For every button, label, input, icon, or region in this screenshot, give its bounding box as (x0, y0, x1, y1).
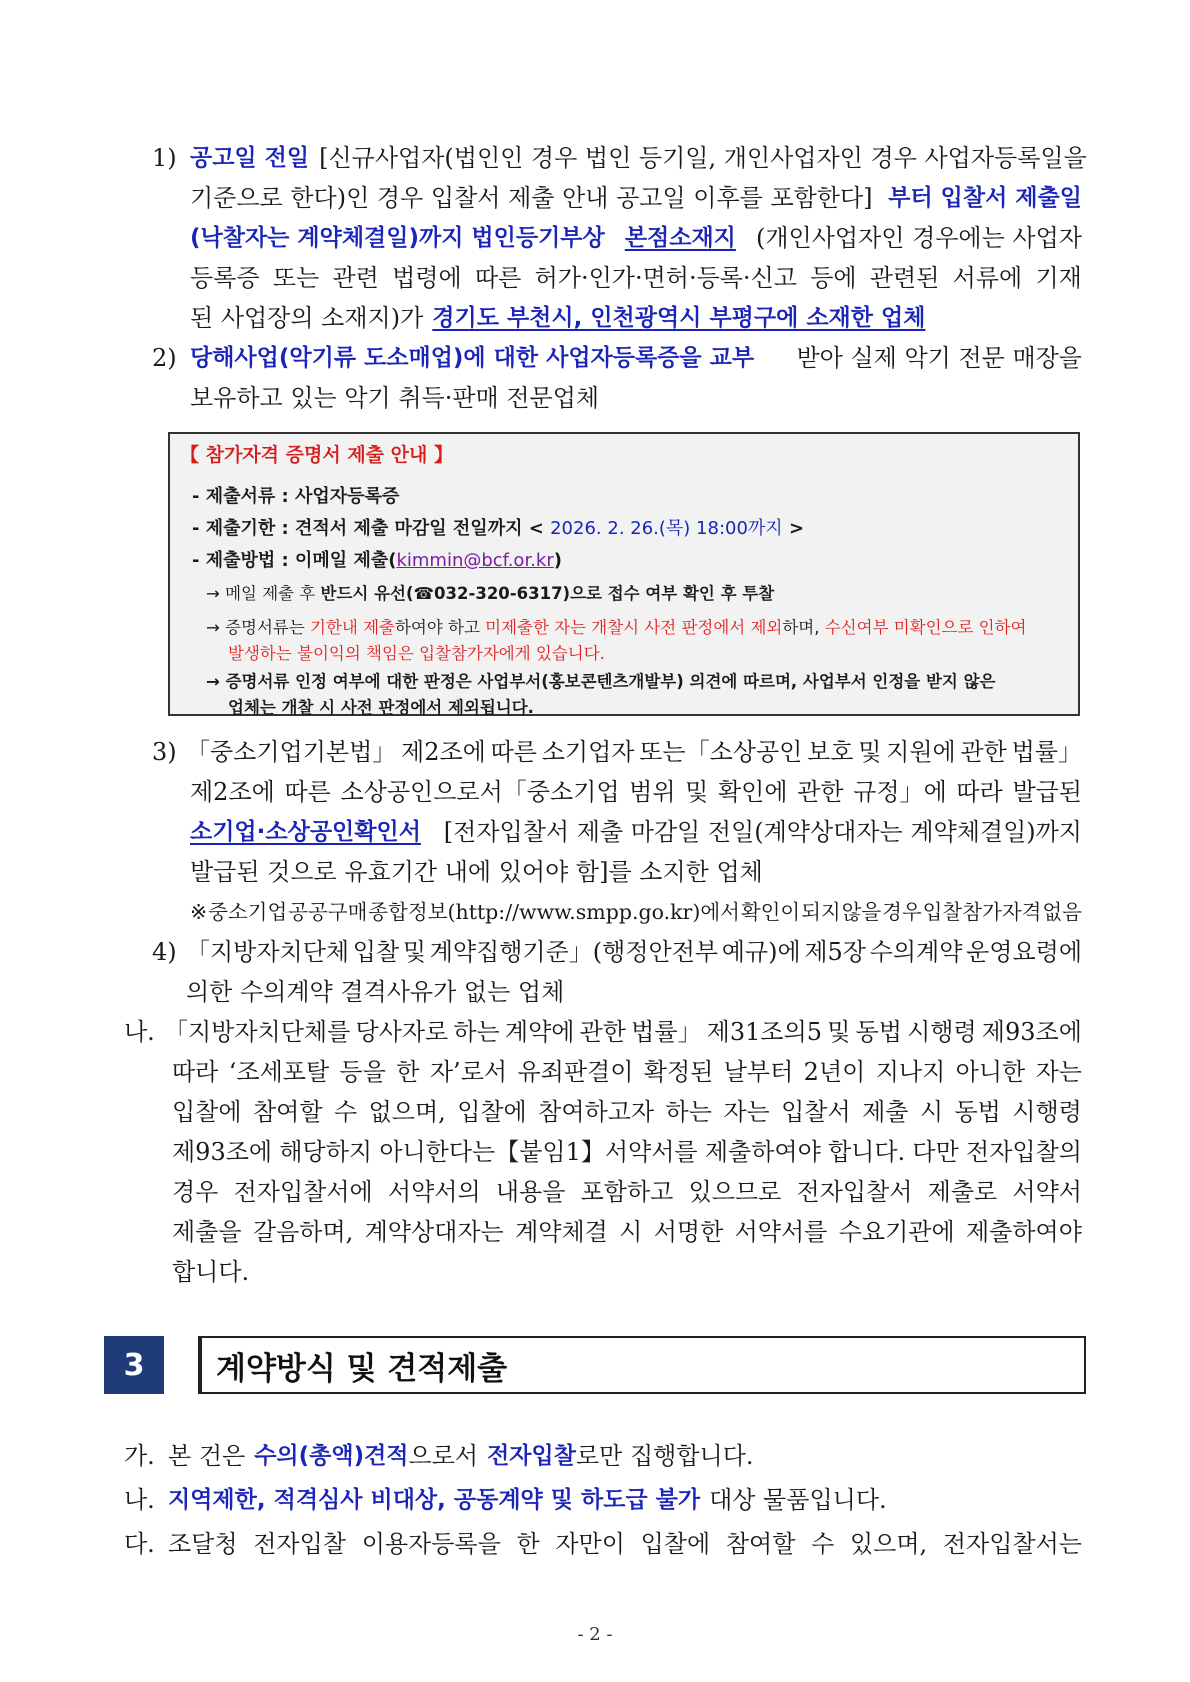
word: 또는 (272, 264, 320, 292)
word: 아니한 (955, 1058, 1026, 1086)
word: 계약에 (504, 1018, 575, 1046)
word: 제93조에 (981, 1018, 1082, 1046)
deadline-end: > (788, 518, 805, 539)
email-link[interactable]: kimmin@bcf.or.kr (396, 550, 554, 571)
word: 경우 (172, 1178, 219, 1206)
word: 수 (333, 1098, 358, 1126)
highlight-underlined-text: 경기도 부천시, 인천광역시 부평구에 소재한 업체 (432, 305, 926, 331)
text-run: 하여야 하고 (394, 618, 480, 637)
word: 서명한 (653, 1218, 724, 1246)
text-run: 본 건은 (168, 1442, 246, 1470)
highlight-text: (낙찰자는 계약체결일)까지 법인등기부상 (190, 225, 605, 251)
word: 소기업자 (541, 738, 635, 766)
text-line (186, 972, 1082, 1012)
text-run: 하며, (782, 618, 820, 637)
paragraph-ga (168, 1436, 1082, 1476)
word: 등록증 (190, 264, 260, 292)
word: 지나지 (875, 1058, 946, 1086)
word: 서류에 (952, 264, 1023, 292)
word: 관한 (579, 1018, 626, 1046)
word: 유죄판결이 (517, 1058, 634, 1086)
word: 동법 (954, 1098, 1001, 1126)
qualification-item-3 (186, 732, 1082, 932)
word: 수의계약 (869, 938, 963, 966)
word: 지원에 (886, 738, 956, 766)
qualification-item-1 (190, 138, 1087, 338)
text-run: [신규사업자(법인인 경우 법인 등기일, 개인사업자인 경우 사업자등록일을 (319, 144, 1087, 172)
text-run: (개인사업자인 경우에는 사업자 (755, 224, 1082, 252)
word: 관한 (960, 738, 1007, 766)
text-line (164, 1052, 1082, 1092)
highlight-text: 당해사업(악기류 도소매업)에 대한 사업자등록증을 교부 (190, 345, 755, 371)
word: 참여할 (725, 1530, 796, 1558)
word: 입찰 (352, 938, 400, 966)
word: 확정된 (643, 1058, 714, 1086)
word: 법률」 (631, 1018, 702, 1046)
word: 합니다. (828, 1138, 906, 1166)
paragraph-marker: 나. (124, 1486, 155, 1514)
word: 허가·인가·면허·등록·신고 (534, 264, 797, 292)
section-number: 3 (104, 1336, 164, 1394)
word: 제5장 (804, 938, 866, 966)
qualification-item-4 (186, 932, 1082, 1012)
word: 갈음하며, (252, 1218, 354, 1246)
highlight-text: 지역제한, 적격심사 비대상, 공동계약 및 하도급 불가 (168, 1487, 701, 1513)
notice-arrow-1 (206, 580, 774, 604)
notice-box (168, 432, 1080, 716)
red-text: 수신여부 미확인으로 인하여 (824, 618, 1027, 637)
word: 자만이 (555, 1530, 625, 1558)
word: 계약체결 (515, 1218, 608, 1246)
word: 있으며, (849, 1530, 928, 1558)
bold-text: 반드시 유선(☎032-320-6317)으로 접수 여부 확인 후 투찰 (320, 584, 775, 603)
text-line (186, 772, 1082, 812)
text-line (164, 1092, 1082, 1132)
highlight-text: 부터 입찰서 제출일 (888, 185, 1082, 211)
word: 입찰에 (457, 1098, 527, 1126)
qualification-item-2 (190, 338, 1082, 418)
text-line (164, 1012, 1082, 1052)
red-text: 미제출한 자는 개찰시 사전 판정에서 제외 (485, 618, 783, 637)
word: 및 (827, 1018, 851, 1046)
word: 자는 (1035, 1058, 1082, 1086)
word: 및 (858, 738, 882, 766)
word: 수요기관에 (838, 1218, 955, 1246)
item-marker: 4) (152, 938, 177, 966)
word: 제2조에 (401, 738, 486, 766)
red-text: 기한내 제출 (310, 618, 395, 637)
highlight-text: 수의(총액)견적 (254, 1443, 409, 1469)
text-line (186, 932, 1082, 972)
text-line (190, 218, 1082, 258)
word: 발급된 (1012, 778, 1082, 806)
word: 하는 (665, 1098, 712, 1126)
word: 확인이 (740, 900, 801, 924)
page-number: - 2 - (577, 1624, 613, 1645)
text-line (190, 298, 1082, 338)
word: 「지방자치단체 (186, 938, 350, 966)
notice-method (192, 546, 562, 572)
word: 계약상대자는 (364, 1218, 504, 1246)
word: 전자입찰의 (966, 1138, 1082, 1166)
highlight-text: 전자입찰 (487, 1443, 576, 1469)
deadline-label: - 제출기한 : 견적서 제출 마감일 전일까지 < (192, 518, 544, 539)
word: 시행령 (907, 1018, 977, 1046)
word: 조달청 (168, 1530, 238, 1558)
word: 따라 (172, 1058, 219, 1086)
text-run: [전자입찰서 제출 마감일 전일(계약상대자는 계약체결일)까지 (443, 818, 1082, 846)
word: 있으므로 (688, 1178, 782, 1206)
word: 및 (402, 938, 427, 966)
word: 한 (396, 1058, 420, 1086)
word: 한 (516, 1530, 540, 1558)
word: 당사자로 (355, 1018, 449, 1046)
word: 제출로 (927, 1178, 998, 1206)
word: 등을 (339, 1058, 386, 1086)
paragraph-marker: 가. (124, 1442, 155, 1470)
word: 수 (811, 1530, 835, 1558)
text-run: 의한 수의계약 결격사유가 없는 업체 (186, 978, 565, 1006)
word: 법령에 (392, 264, 462, 292)
method-label: - 제출방법 : 이메일 제출( (192, 550, 397, 571)
text-line (164, 1252, 1082, 1292)
word: 및 (685, 778, 709, 806)
word: 소상공인으로서「중소기업 (340, 778, 620, 806)
word: ※ (190, 900, 208, 924)
word: 경우 (882, 900, 922, 924)
word: 범위 (629, 778, 676, 806)
word: 종합정보(http://www.smpp.go.kr)에서 (368, 900, 740, 924)
text-run: → 메일 제출 후 (206, 584, 316, 603)
paragraph-na (164, 1012, 1082, 1292)
notice-arrow-2-cont: 발생하는 불이익의 책임은 입찰참가자에게 있습니다. (228, 644, 605, 663)
paragraph-marker: 나. (124, 1018, 155, 1046)
text-run (172, 1212, 1082, 1252)
word: 운영요령에 (966, 938, 1082, 966)
word: 따른 (490, 738, 537, 766)
word: 시행령 (1012, 1098, 1082, 1126)
text-line (186, 852, 1082, 892)
word: 해당하지 (279, 1138, 373, 1166)
text-run: 으로서 (408, 1442, 479, 1470)
word: 관한 (797, 778, 844, 806)
word: 포함하고 (580, 1178, 674, 1206)
deadline-value: 2026. 2. 26.(목) 18:00까지 (550, 518, 783, 539)
word: 없으며, (368, 1098, 446, 1126)
item-marker: 1) (152, 144, 177, 172)
section-title: 계약방식 및 견적제출 (198, 1336, 1086, 1394)
word: 전자입찰서 (796, 1178, 913, 1206)
text-run (172, 1132, 1082, 1172)
text-run (164, 1012, 1082, 1052)
word: 참여하고자 (538, 1098, 655, 1126)
word: 관련 (332, 264, 379, 292)
word: 않을 (841, 900, 882, 924)
word: 전자입찰서는 (942, 1530, 1082, 1558)
word: ‘조세포탈 (228, 1058, 330, 1086)
word: 입찰서 (781, 1098, 851, 1126)
notice-documents: - 제출서류 : 사업자등록증 (192, 486, 400, 507)
word: 이용자등록을 (361, 1530, 501, 1558)
word: 「지방자치단체를 (164, 1018, 351, 1046)
word: 따른 (474, 264, 522, 292)
text-line (168, 1480, 1082, 1520)
text-run: 보유하고 있는 악기 취득·판매 전문업체 (190, 384, 600, 412)
item-marker: 2) (152, 344, 177, 372)
word: 동법 (855, 1018, 902, 1046)
word: 날부터 (723, 1058, 794, 1086)
text-run: 합니다. (172, 1258, 250, 1286)
notice-arrow-2 (206, 614, 1027, 638)
text-line (190, 378, 1082, 418)
word: 서약서를 (734, 1218, 828, 1246)
text-run: 기준으로 한다)인 경우 입찰서 제출 안내 공고일 이후를 포함한다] (190, 184, 873, 212)
word: 따라 (956, 778, 1003, 806)
word: 다만 (912, 1138, 959, 1166)
text-run (190, 772, 1082, 812)
word: 제출 (862, 1098, 909, 1126)
word: 법률」 (1011, 738, 1082, 766)
word: 규정」에 (853, 778, 947, 806)
notice-arrow-3-cont: 업체는 개찰 시 사전 판정에서 제외됩니다. (228, 698, 534, 717)
word: 제31조의5 (706, 1018, 823, 1046)
word: 따른 (284, 778, 331, 806)
notice-arrow-3: → 증명서류 인정 여부에 대한 판정은 사업부서(홍보콘텐츠개발부) 의견에 따르며, 사업부서 인정을 받지 않은 (206, 672, 996, 691)
text-run (172, 1092, 1082, 1132)
text-run: 대상 물품입니다. (709, 1486, 887, 1514)
text-line (164, 1172, 1082, 1212)
word: 계약집행기준」(행정안전부 (429, 938, 719, 966)
word: 내용을 (495, 1178, 566, 1206)
text-run: 로만 집행합니다. (575, 1442, 754, 1470)
method-end: ) (553, 550, 562, 571)
paragraph-marker: 다. (124, 1530, 155, 1558)
highlight-underlined-text: 소기업·소상공인확인서 (190, 819, 421, 845)
item-marker: 3) (152, 738, 177, 766)
text-line (186, 732, 1082, 772)
word: 서약서의 (387, 1178, 481, 1206)
text-run (172, 1172, 1082, 1212)
word: 예규)에 (721, 938, 801, 966)
text-run (186, 932, 1082, 972)
word: 전자입찰 (253, 1530, 346, 1558)
word: 서약서 (1012, 1178, 1082, 1206)
text-line (168, 1436, 1082, 1476)
text-run: → 증명서류는 (206, 618, 305, 637)
text-run: 발급된 것으로 유효기간 내에 있어야 함]를 소지한 업체 (190, 858, 763, 886)
word: 되지 (801, 900, 841, 924)
word: 중소기업 (208, 900, 288, 924)
word: 등에 (810, 264, 857, 292)
word: 제93조에 (172, 1138, 273, 1166)
text-run (172, 1052, 1082, 1092)
word: 자’로서 (429, 1058, 508, 1086)
text-line (190, 178, 1082, 218)
text-line (190, 138, 1087, 178)
word: 기재 (1035, 264, 1082, 292)
word: 「중소기업기본법」 (186, 738, 397, 766)
text-run: 받아 실제 악기 전문 매장을 (796, 344, 1082, 372)
notice-deadline (192, 514, 804, 540)
word: 2년이 (803, 1058, 866, 1086)
word: 시 (619, 1218, 643, 1246)
word: 제출을 (172, 1218, 242, 1246)
text-line (190, 258, 1082, 298)
word: 자는 (723, 1098, 770, 1126)
text-run (168, 1524, 1082, 1564)
text-run (190, 258, 1082, 298)
word: 공공구매 (288, 900, 368, 924)
notice-title: 【 참가자격 증명서 제출 안내 】 (180, 444, 453, 466)
paragraph-na2 (168, 1480, 1082, 1520)
word: 참여할 (252, 1098, 323, 1126)
word: 관련된 (869, 264, 940, 292)
word: 없음 (1042, 900, 1082, 924)
text-line (164, 1132, 1082, 1172)
word: 제출하여야 (965, 1218, 1082, 1246)
text-line (190, 338, 1082, 378)
text-line (168, 1524, 1082, 1564)
word: 입찰참가자격 (922, 900, 1042, 924)
word: 확인에 (718, 778, 788, 806)
highlight-underlined-text: 본점소재지 (624, 225, 736, 251)
word: 하는 (453, 1018, 500, 1046)
highlight-text: 공고일 전일 (190, 145, 310, 171)
text-run (186, 732, 1082, 772)
word: 입찰에 (640, 1530, 711, 1558)
word: 제출하여야 (704, 1138, 821, 1166)
note-line (186, 892, 1082, 932)
word: 시 (919, 1098, 944, 1126)
word: 또는「소상공인 (639, 738, 803, 766)
text-line (164, 1212, 1082, 1252)
paragraph-da (168, 1524, 1082, 1564)
word: 보호 (807, 738, 854, 766)
word: 전자입찰서에 (233, 1178, 373, 1206)
word: 아니한다는【붙임1】서약서를 (379, 1138, 698, 1166)
word: 입찰에 (172, 1098, 242, 1126)
text-run: 된 사업장의 소재지)가 (190, 304, 424, 332)
note-text (190, 892, 1082, 932)
text-line (186, 812, 1082, 852)
word: 제2조에 (190, 778, 275, 806)
